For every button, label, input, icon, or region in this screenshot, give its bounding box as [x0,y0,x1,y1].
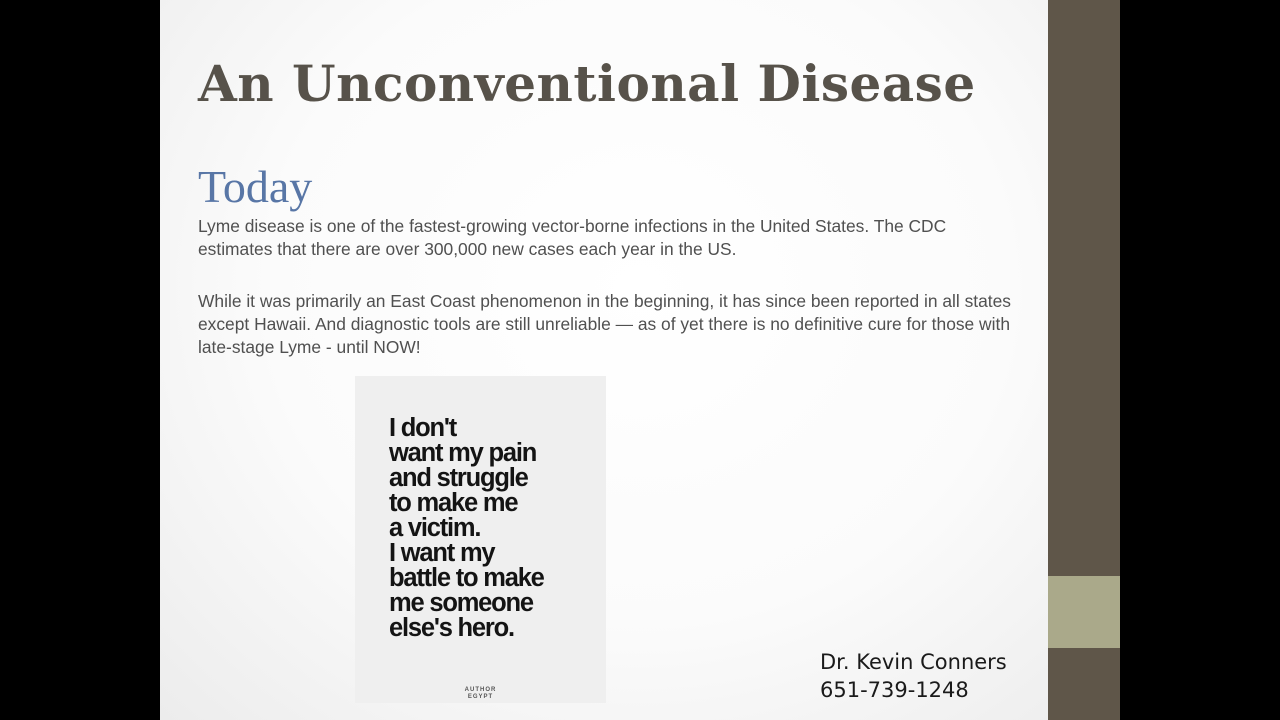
quote-text: I don't want my pain and struggle to make me a victim. I want my battle to make me someone else's hero. [389,414,544,642]
quote-image [355,376,606,703]
contact-phone: 651-739-1248 [820,678,969,702]
quote-author-text: AUTHOR EGYPT [464,687,497,700]
slide [160,0,1120,720]
quote-author [355,687,606,701]
slide-title: An Unconventional Disease [198,54,976,113]
paragraph-intro: Lyme disease is one of the fastest-growing vector-borne infections in the United States. The CDC estimates that there are over 300,000 new cases each year in the US. [198,216,947,259]
slide-subtitle: Today [198,161,313,212]
slide-side-accent [1048,576,1120,648]
contact-info [820,648,1007,704]
paragraph-details: While it was primarily an East Coast phenomenon in the beginning, it has since been reported in all states except Hawaii. And diagnostic tools are still unreliable — as of yet there is no definitive cure for those with late-stage Lyme - until NOW! [198,291,1011,357]
contact-name: Dr. Kevin Conners [820,650,1007,674]
